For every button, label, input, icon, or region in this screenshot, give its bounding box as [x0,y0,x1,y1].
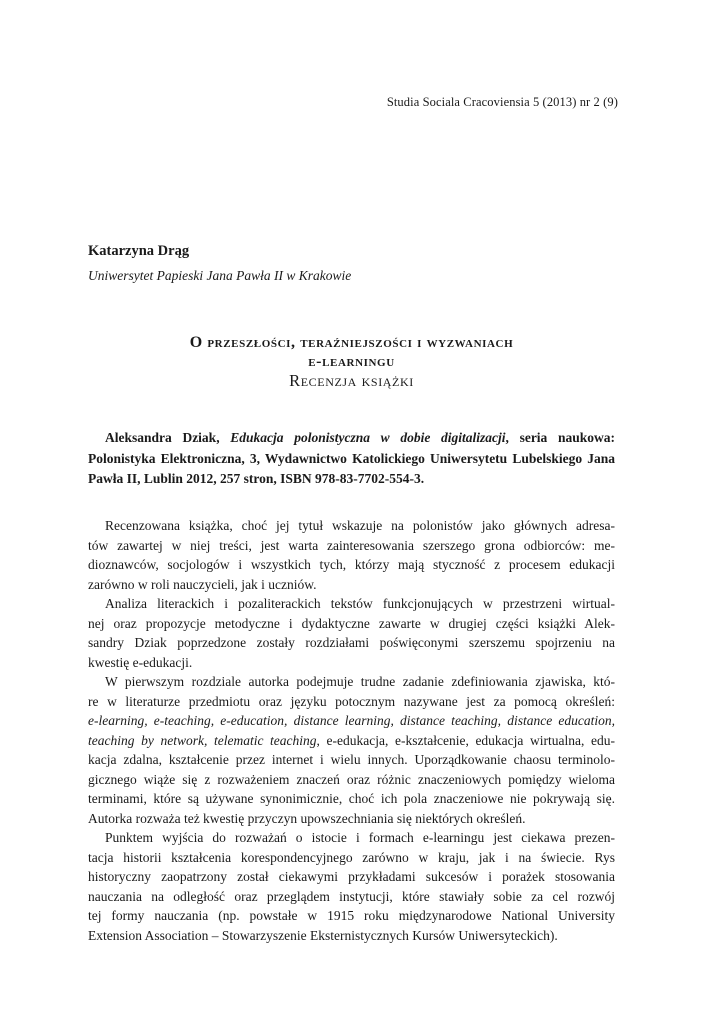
text-line: tacja historii kształcenia korespondencyjnego zarówno w kraju, jak i na świecie. Rys [88,849,615,865]
text-line: gicznego wiąże się z rozważeniem znaczeń oraz różnic znaczeniowych pomiędzy wieloma [88,771,615,787]
text-line: zarówno w roli nauczycieli, jak i uczniów. [88,576,317,592]
paragraph-1 [88,516,615,594]
review-body [88,516,615,945]
text-line: re w literaturze przedmiotu oraz języku potocznym nazywane jest za pomocą określeń: [88,693,615,709]
text-line: dioznawców, socjologów i wszystkich tych, którzy mają styczność z procesem edukacji [88,557,615,572]
biblio-author: Aleksandra Dziak, [105,430,220,445]
text-line: W pierwszym rozdziale autorka podejmuje trudne zadanie zdefiniowania zjawiska, któ- [105,674,615,689]
text-line [88,731,615,751]
text-line: sandry Dziak poprzedzone zostały rozdziałami poświęconymi szerszemu spojrzeniu na [88,635,615,650]
text-line: tów zawartej w niej treści, jest warta zainteresowania szerszego grona odbiorców: me- [88,537,615,553]
author-name: Katarzyna Drąg [88,243,190,259]
paragraph-4 [88,828,615,945]
biblio-details: Jana Pawła II, Lublin 2012, 257 stron, ISBN 978-83-7702-554-3. [88,450,616,486]
title-line-2: e-learningu [308,353,395,370]
text-line: kacja zdalna, kształcenie przez internet i wielu innych. Uporządkowanie chaosu terminolo- [88,752,615,767]
text-line: Analiza literackich i pozaliterackich tekstów funkcjonujących w przestrzeni wirtual- [105,596,615,611]
biblio-publisher: Polonistyka Elektroniczna, 3, Wydawnictwo Katolickiego Uniwersytetu Lubelskiego [88,450,583,466]
text-line: nauczania na odległość oraz przeglądem instytucji, które stawiały sobie za cel rozwój [88,888,615,904]
text-line: historyczny zaopatrzony został ciekawymi przykładami sukcesów i porażek stosowania [88,869,615,884]
text-line: terminami, które są używane synonimicznie, choć ich pola znaczeniowe nie pokrywają się. [88,791,615,806]
text-run: , e-edukacja, e-kształcenie, edukacja wirtualna, edu- [316,732,615,748]
text-line: kwestię e-edukacji. [88,654,193,670]
text-line: tej formy nauczania (np. powstałe w 1915 roku międzynarodowe National University [88,908,615,923]
text-line: Extension Association – Stowarzyszenie Eksternistycznych Kursów Uniwersyteckich). [88,927,558,943]
bibliographic-entry [88,428,615,490]
paragraph-3 [88,672,615,828]
running-head: Studia Sociala Cracoviensia 5 (2013) nr 2 (9) [386,95,618,109]
biblio-series: , seria naukowa: [505,430,616,445]
text-line: e-learning, e-teaching, e-education, distance learning, distance teaching, distance education, [88,713,615,728]
text-line: Autorka rozważa też kwestię przyczyn upowszechniania się niektórych określeń. [88,810,526,826]
italic-terms: teaching by network, telematic teaching [88,732,317,748]
text-line: nej oraz propozycje metodyczne i dydaktyczne zawarte w drugiej części książki Alek- [88,615,615,631]
article-subtitle: Recenzja książki [289,371,414,390]
text-line: Punktem wyjścia do rozważań o istocie i formach e-learningu jest ciekawa prezen- [105,830,615,845]
author-affiliation: Uniwersytet Papieski Jana Pawła II w Krakowie [88,268,352,283]
title-line-1: O przeszłości, teraźniejszości i wyzwaniach [189,334,514,351]
biblio-book-title: Edukacja polonistyczna w dobie digitalizacji [230,430,506,445]
paragraph-2 [88,594,615,672]
article-title [88,333,615,390]
text-line: Recenzowana książka, choć jej tytuł wskazuje na polonistów jako głównych adresa- [105,518,615,533]
